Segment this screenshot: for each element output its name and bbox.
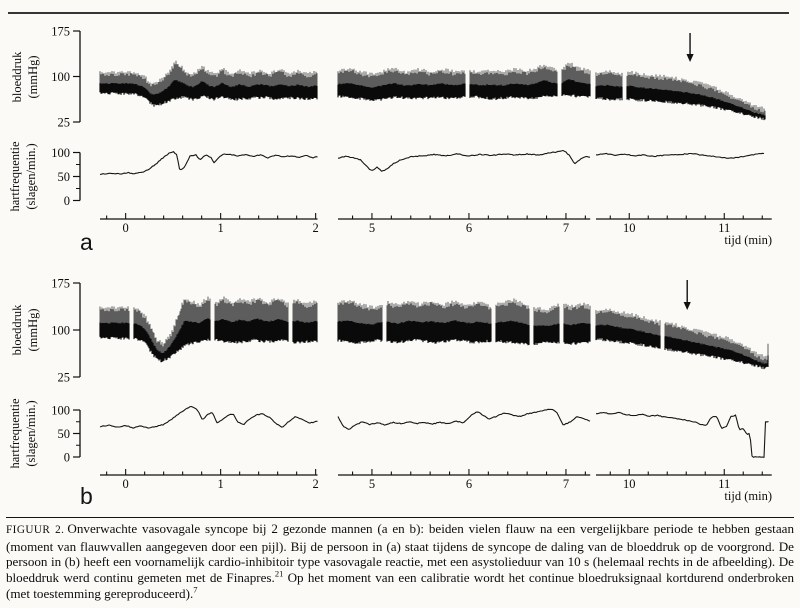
hr-trace <box>596 412 769 457</box>
hr-tick-label: 0 <box>63 194 70 208</box>
hr-axis-unit: (slagen/min.) <box>24 400 38 467</box>
hr-axis-title: hartfrequentie <box>8 398 22 469</box>
panel-a-plot <box>8 25 772 256</box>
x-tick-label: 7 <box>562 477 570 491</box>
hr-tick-label: 100 <box>51 403 70 418</box>
x-axis-segment <box>100 213 319 235</box>
hr-trace <box>596 153 764 158</box>
bp-trace-core <box>100 318 317 362</box>
hr-tick-label: 0 <box>63 450 70 465</box>
x-axis-title: tijd (min) <box>724 489 772 503</box>
x-tick-label: 6 <box>465 477 473 491</box>
caption-reference-21: 21 <box>274 568 284 579</box>
bp-y-axis <box>10 277 80 385</box>
x-tick-label: 1 <box>217 477 224 491</box>
x-axis-segment <box>338 469 590 491</box>
hr-axis-unit: (slagen/min.) <box>24 143 38 210</box>
x-tick-label: 0 <box>122 221 129 235</box>
bp-y-axis <box>10 25 80 130</box>
bp-tick-label: 100 <box>51 70 70 84</box>
bp-axis-title: bloeddruk <box>10 304 24 356</box>
x-tick-label: 7 <box>562 221 570 235</box>
hr-tick-label: 50 <box>57 170 70 184</box>
figure-caption <box>6 517 794 602</box>
hr-tick-label: 50 <box>57 427 70 441</box>
x-tick-label: 11 <box>718 221 731 235</box>
bp-tick-label: 25 <box>57 115 70 130</box>
bp-tick-label: 25 <box>57 370 70 385</box>
x-axis-segment <box>596 469 772 491</box>
x-tick-label: 5 <box>368 477 376 491</box>
caption-body-1: Onverwachte vasovagale syncope bij 2 gezonde mannen (a en b): beiden vielen flauw na een vergelijkbare periode te hebben gestaan (moment van flauwvallen aangegeven door een pijl). Bij de persoon in (a) staat tijdens de syncope de daling van de bloeddruk op de voorgrond. De persoon in (b) heeft een voornamelijk cardio-inhibitoir type vasovagale reactie, met een asystolieduur van 10 s (helemaal rechts in de afbeelding). De bloeddruk werd continu gemeten met de Finapres. <box>6 521 794 586</box>
x-tick-label: 0 <box>122 477 129 491</box>
x-tick-label: 6 <box>465 221 473 235</box>
caption-figure-label: FIGUUR 2. <box>6 524 65 536</box>
hr-trace <box>338 151 590 172</box>
caption-reference-7: 7 <box>193 584 198 595</box>
panel-b-plot <box>8 277 772 510</box>
x-axis-segment <box>100 469 319 491</box>
hr-axis-title: hartfrequentie <box>8 141 22 212</box>
hr-trace <box>100 152 318 175</box>
x-axis-segment <box>596 213 772 235</box>
x-axis-title: tijd (min) <box>724 233 772 247</box>
x-tick-label: 11 <box>718 477 731 491</box>
panel-letter-a: a <box>80 229 93 255</box>
x-tick-label: 2 <box>312 477 319 491</box>
panel-letter-b: b <box>80 483 93 509</box>
bp-axis-unit: (mmHg) <box>26 308 40 352</box>
hr-tick-label: 100 <box>51 146 70 160</box>
bp-tick-label: 175 <box>51 276 70 291</box>
bp-tick-label: 100 <box>51 323 70 338</box>
hr-y-axis <box>8 141 80 212</box>
x-tick-label: 10 <box>623 477 636 491</box>
x-tick-label: 1 <box>217 221 224 235</box>
bp-tick-label: 175 <box>51 24 70 39</box>
hr-trace <box>338 409 590 429</box>
x-tick-label: 10 <box>623 221 636 235</box>
caption-body-2: Op het moment van een calibratie wordt het continue bloedruksignaal kortdurend onderbroken (met toestemming gereproduceerd). <box>6 570 794 601</box>
hr-y-axis <box>8 398 80 469</box>
x-axis-segment <box>338 213 590 235</box>
syncope-arrow-b <box>684 280 691 310</box>
bp-axis-unit: (mmHg) <box>26 55 40 99</box>
syncope-arrow-a <box>686 33 693 62</box>
hr-trace <box>100 407 318 429</box>
bp-trace-systolic-spikes <box>338 299 590 327</box>
x-tick-label: 2 <box>312 221 319 235</box>
bp-axis-title: bloeddruk <box>10 51 24 103</box>
x-tick-label: 5 <box>368 221 376 235</box>
